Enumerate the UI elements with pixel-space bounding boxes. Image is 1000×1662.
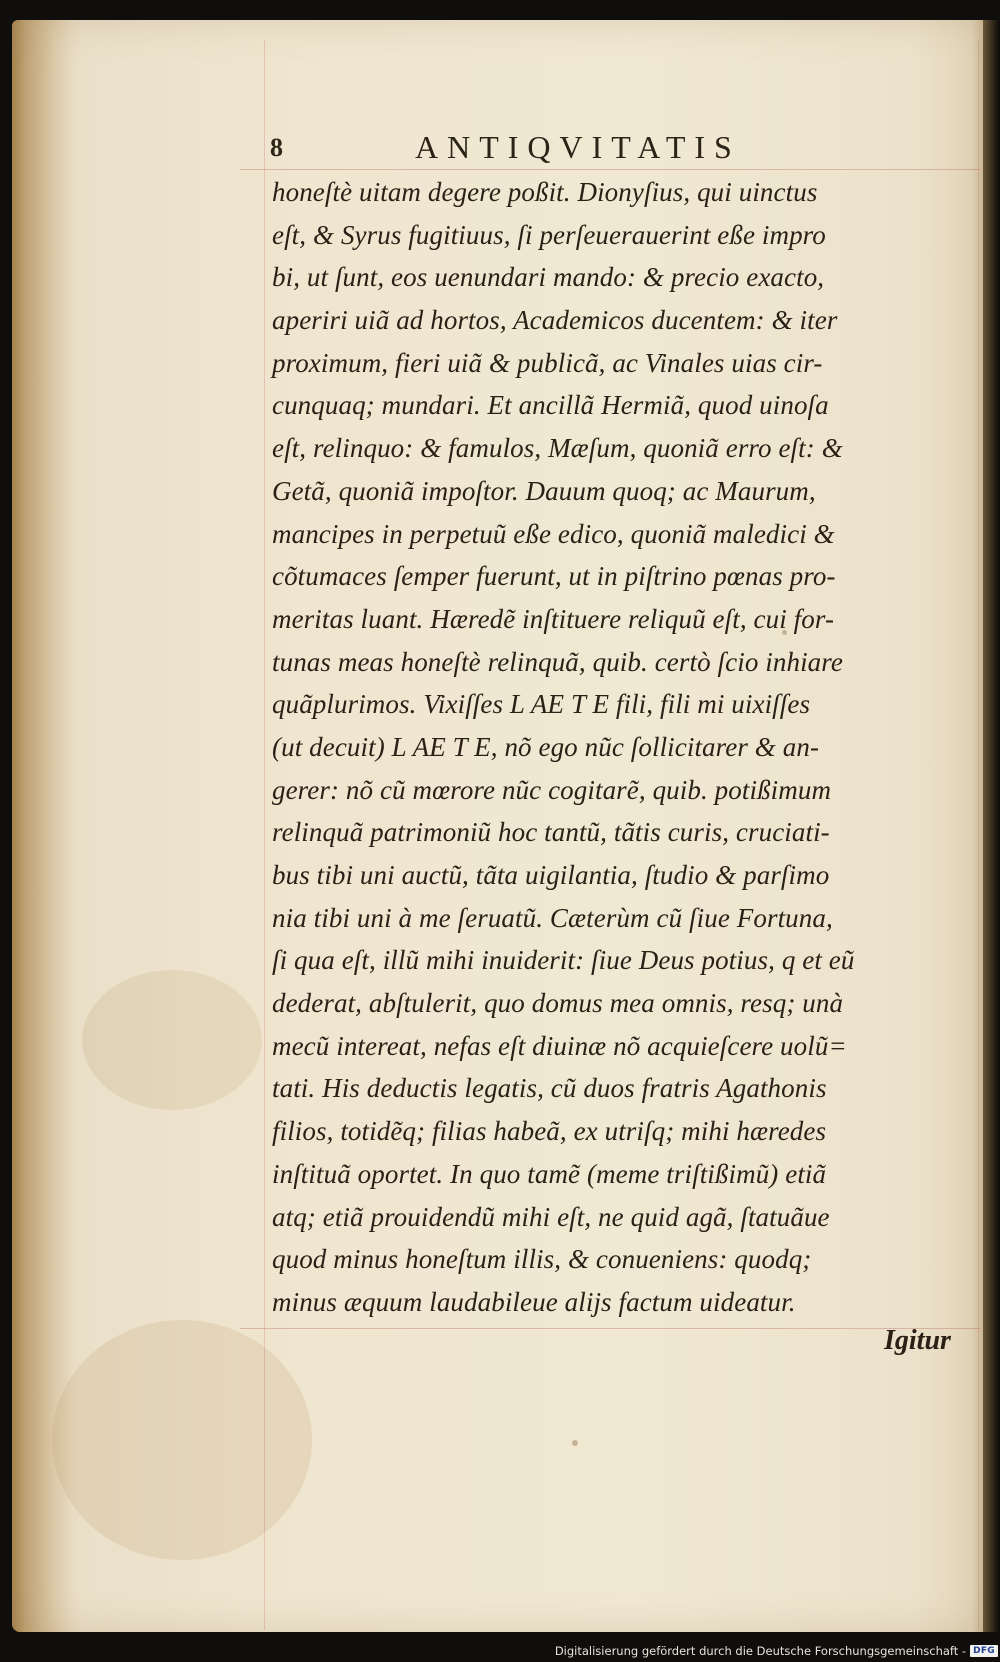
text-line: aperiri uiã ad hortos, Academicos ducentem: & iter	[272, 305, 838, 336]
text-line: minus æquum laudabileue alijs factum uideatur.	[272, 1286, 796, 1317]
text-line: proximum, fieri uiã & publicã, ac Vinales uias cir-	[272, 347, 823, 378]
ruling-line-right	[978, 40, 979, 1630]
text-line: Getã, quoniã impoſtor. Dauum quoq; ac Maurum,	[272, 475, 816, 506]
dfg-logo: DFG	[970, 1645, 998, 1657]
text-line: inſtituã oportet. In quo tamẽ (meme triſtißimũ) etiã	[272, 1158, 827, 1189]
text-line: bi, ut ſunt, eos uenundari mando: & precio exacto,	[272, 262, 825, 293]
catchword: Igitur	[884, 1325, 951, 1356]
text-line: mecũ intereat, nefas eſt diuinæ nõ acquieſcere uolũ=	[272, 1030, 847, 1061]
foxing-spot	[82, 970, 262, 1110]
page-number: 8	[270, 133, 283, 162]
foxing-spot	[52, 1320, 312, 1560]
text-line: dederat, abſtulerit, quo domus mea omnis, resq; unà	[272, 988, 844, 1019]
footer-credit-bar	[555, 1640, 1000, 1662]
funding-credit: Digitalisierung gefördert durch die Deutsche Forschungsgemeinschaft -	[554, 1644, 967, 1658]
page-header	[270, 129, 960, 173]
text-line: cunquaq; mundari. Et ancillã Hermiã, quod uinoſa	[272, 390, 829, 421]
text-line: eſt, relinquo: & famulos, Mæſum, quoniã erro eſt: &	[272, 433, 843, 464]
running-head: ANTIQVITATIS	[415, 129, 741, 165]
text-line: tati. His deductis legatis, cũ duos fratris Agathonis	[272, 1073, 827, 1104]
text-line: (ut decuit) L AE T E, nõ ego nũc ſollicitarer & an-	[272, 731, 820, 762]
text-line: honeſtè uitam degere poßit. Dionyſius, qui uinctus	[272, 177, 818, 207]
ruling-line-left	[264, 40, 265, 1630]
foxing-spot	[572, 1440, 578, 1446]
text-line: quod minus honeſtum illis, & conueniens: quodq;	[272, 1244, 812, 1275]
text-line: tunas meas honeſtè relinquã, quib. certò ſcio inhiare	[272, 646, 843, 677]
text-line: bus tibi uni auctũ, tãta uigilantia, ſtudio & parſimo	[272, 860, 830, 890]
text-line: relinquã patrimoniũ hoc tantũ, tãtis curis, cruciati-	[272, 817, 830, 848]
text-line: atq; etiã prouidendũ mihi eſt, ne quid agã, ſtatuãue	[272, 1201, 830, 1232]
text-line: filios, totidẽq; filias habeã, ex utriſq; mihi hæredes	[272, 1116, 827, 1147]
text-line: ſi qua eſt, illũ mihi inuiderit: ſiue Deus potius, q et eũ	[272, 945, 855, 976]
text-line: mancipes in perpetuũ eße edico, quoniã maledici &	[272, 518, 835, 549]
text-line: nia tibi uni à me ſeruatũ. Cæterùm cũ ſiue Fortuna,	[272, 902, 833, 933]
text-line: eſt, & Syrus fugitiuus, ſi perſeuerauerint eße impro	[272, 219, 826, 250]
text-line: meritas luant. Hæredẽ inſtituere reliquũ eſt, cui for-	[272, 603, 835, 634]
text-block	[272, 171, 972, 1324]
text-line: gerer: nõ cũ mœrore nũc cogitarẽ, quib. potißimum	[272, 774, 832, 805]
text-line: cõtumaces ſemper fuerunt, ut in piſtrino pœnas pro-	[272, 561, 836, 592]
ruling-line-bottom	[240, 1328, 980, 1329]
text-line: quãplurimos. Vixiſſes L AE T E fili, fili mi uixiſſes	[272, 689, 811, 720]
